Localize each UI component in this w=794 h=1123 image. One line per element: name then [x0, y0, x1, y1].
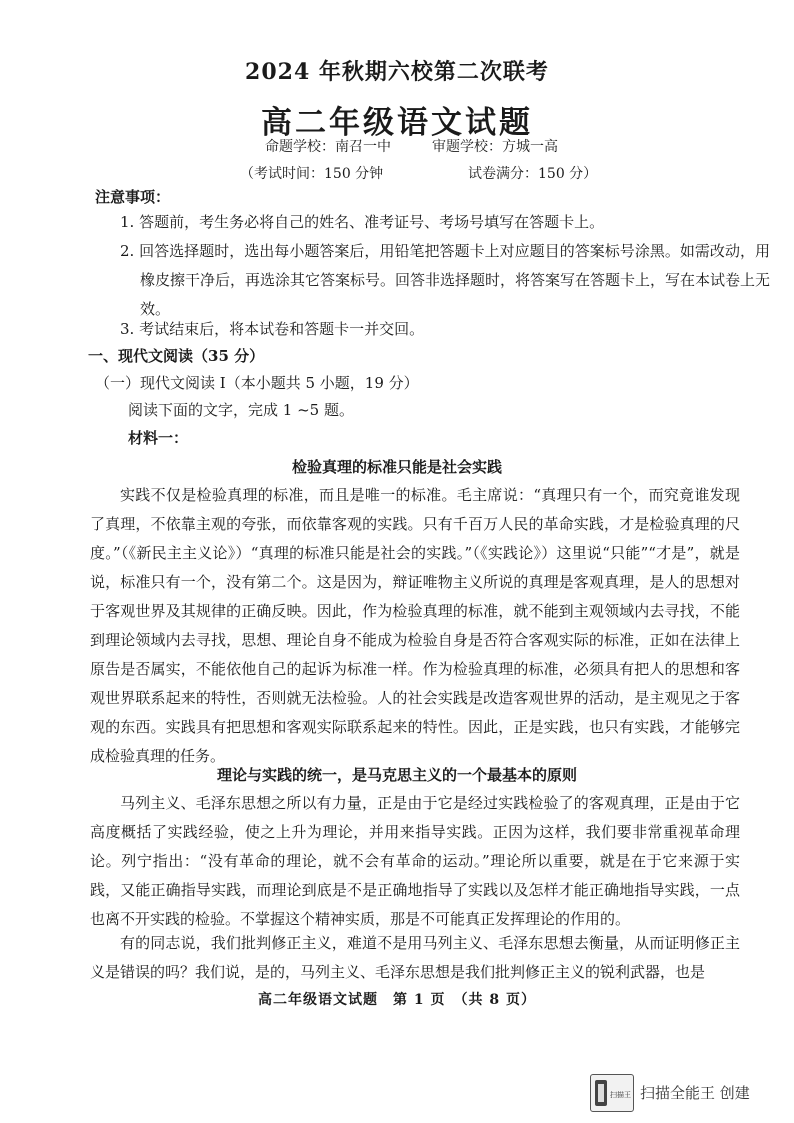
page-footer: 高二年级语文试题 第 1 页 （共 8 页）	[258, 992, 536, 1008]
exam-name: 2024 年秋期六校第二次联考	[245, 59, 549, 85]
reading-instruction: 阅读下面的文字，完成 1 ~5 题。	[128, 401, 354, 419]
sub-section-heading: （一）现代文阅读 Ⅰ（本小题共 5 小题，19 分）	[95, 374, 419, 392]
article-paragraph-1: 实践不仅是检验真理的标准，而且是唯一的标准。毛主席说：“真理只有一个，而究竟谁发现了真理，不依靠主观的夸张，而依靠客观的实践。只有千百万人民的革命实践，才是检验真理的尺度。”（《新民主主义论》）“真理的标准只能是社会的实践。”（《实践论》）这里说“只能”“才是”，就是说，标准只有一个，没有第二个。这是因为，辩证唯物主义所说的真理是客观真理，是人的思想对于客观世界及其规律的正确反映。因此，作为检验真理的标准，就不能到主观领域内去寻找，不能到理论领域内去寻找，思想、理论自身不能成为检验自身是否符合客观实际的标准，正如在法律上原告是否属实，不能依他自己的起诉为标准一样。作为检验真理的标准，必须具有把人的思想和客观世界联系起来的特性，否则就无法检验。人的社会实践是改造客观世界的活动，是主观见之于客观的东西。实践具有把思想和客观实际联系起来的特性。因此，正是实践，也只有实践，才能够完成检验真理的任务。	[90, 486, 740, 765]
article-heading-1: 检验真理的标准只能是社会实践	[291, 458, 502, 476]
full-score: 试卷满分：150 分）	[468, 166, 598, 182]
note-item-1: 1. 答题前，考生务必将自己的姓名、准考证号、考场号填写在答题卡上。	[120, 213, 605, 231]
article-paragraph-2: 马列主义、毛泽东思想之所以有力量，正是由于它是经过实践检验了的客观真理，正是由于它高度概括了实践经验，使之上升为理论，并用来指导实践。正因为这样，我们要非常重视革命理论。列宁指出：“没有革命的理论，就不会有革命的运动。”理论所以重要，就是在于它来源于实践，又能正确指导实践，而理论到底是不是正确地指导了实践以及怎样才能正确地指导实践，一点也离不开实践的检验。不掌握这个精神实质，那是不可能真正发挥理论的作用的。	[90, 794, 740, 928]
setter-school: 命题学校：南召一中	[265, 139, 391, 155]
material-label: 材料一：	[128, 429, 189, 447]
article-paragraph-3: 有的同志说，我们批判修正主义，难道不是用马列主义、毛泽东思想去衡量，从而证明修正主义是错误的吗？我们说，是的，马列主义、毛泽东思想是我们批判修正主义的锐利武器，也是	[90, 934, 740, 981]
reviewer-school: 审题学校：方城一高	[432, 139, 558, 155]
scanner-logo-text: 扫描王	[610, 1091, 631, 1099]
notes-heading: 注意事项：	[95, 188, 171, 206]
article-heading-2: 理论与实践的统一，是马克思主义的一个最基本的原则	[216, 766, 577, 784]
note-item-2: 2. 回答选择题时，选出每小题答案后，用铅笔把答题卡上对应题目的答案标号涂黑。如需改动，用橡皮擦干净后，再选涂其它答案标号。回答非选择题时，将答案写在答题卡上，写在本试卷上无效。	[120, 242, 771, 318]
scanner-logo-icon	[590, 1074, 634, 1112]
note-item-3: 3. 考试结束后，将本试卷和答题卡一并交回。	[120, 320, 425, 338]
section-heading: 一、现代文阅读（35 分）	[88, 347, 265, 365]
page-title: 高二年级语文试题	[261, 105, 533, 141]
scanner-watermark: 扫描全能王 创建	[640, 1084, 750, 1102]
exam-time: （考试时间：150 分钟	[240, 166, 384, 182]
